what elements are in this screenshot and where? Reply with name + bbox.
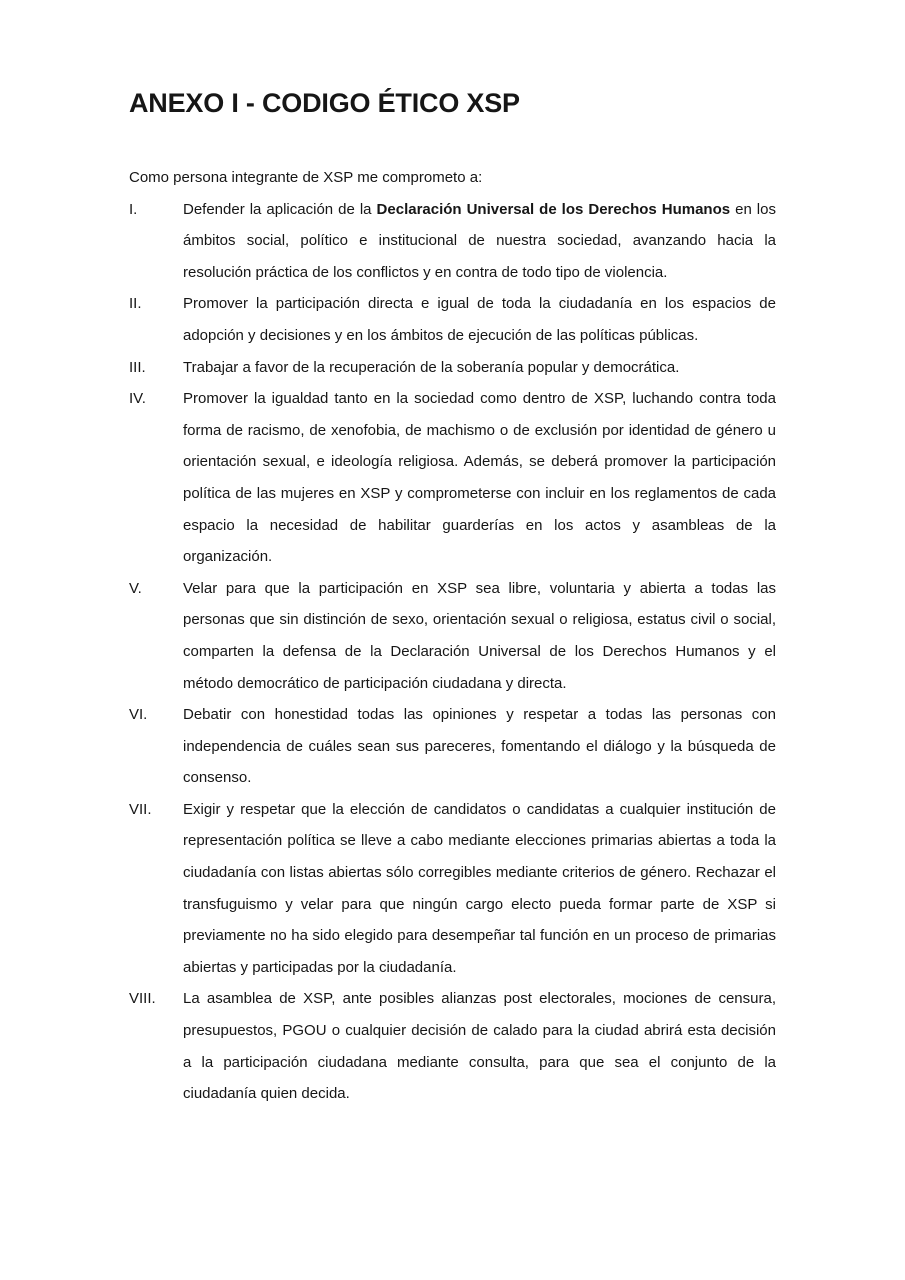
item-numeral: VIII. xyxy=(129,990,156,1008)
item-text xyxy=(183,573,776,699)
text-segment: La asamblea de XSP, ante posibles alianzas post electorales, mociones de censura, presupuestos, PGOU o cualquier decisión de calado para la ciudad abrirá esta decisión a la participación ciudadana mediante consulta, para que sea el conjunto de la ciudadanía quien decida. xyxy=(183,990,776,1103)
list-item-vi xyxy=(129,699,776,794)
list-item-v xyxy=(129,573,776,699)
page-title: ANEXO I - CODIGO ÉTICO XSP xyxy=(129,88,520,118)
text-segment: Trabajar a favor de la recuperación de la soberanía popular y democrática. xyxy=(183,358,680,376)
intro-paragraph: Como persona integrante de XSP me comprometo a: xyxy=(129,169,483,186)
list-item-iii xyxy=(129,352,776,384)
item-text xyxy=(183,352,776,384)
item-numeral: I. xyxy=(129,200,138,218)
item-numeral: VI. xyxy=(129,706,148,724)
text-segment: en los ámbitos social, político e institucional de nuestra sociedad, avanzando hacia la resolución práctica de los conflictos y en contra de todo tipo de violencia. xyxy=(183,200,776,281)
list-item-iv xyxy=(129,383,776,573)
item-numeral: II. xyxy=(129,295,142,313)
list-item-ii xyxy=(129,288,776,351)
text-segment: Promover la igualdad tanto en la sociedad como dentro de XSP, luchando contra toda forma de racismo, de xenofobia, de machismo o de exclusión por identidad de género u orientación sexual, e ideología religiosa. Además, se deberá promover la participación política de las mujeres en XSP y comprometerse con incluir en los reglamentos de cada espacio la necesidad de habilitar guarderías en los actos y asambleas de la organización. xyxy=(183,390,776,566)
list-item-viii xyxy=(129,983,776,1109)
list-item-vii xyxy=(129,794,776,984)
item-numeral: V. xyxy=(129,579,142,597)
text-segment: Defender la aplicación de la xyxy=(183,200,377,218)
item-text xyxy=(183,383,776,573)
text-segment: Velar para que la participación en XSP sea libre, voluntaria y abierta a todas las personas que sin distinción de sexo, orientación sexual o religiosa, estatus civil o social, comparten la defensa de la Declaración Universal de los Derechos Humanos y el método democrático de participación ciudadana y directa. xyxy=(183,579,776,692)
item-numeral: III. xyxy=(129,358,146,376)
ethics-list xyxy=(129,194,776,1110)
item-text xyxy=(183,794,776,984)
item-text xyxy=(183,983,776,1109)
item-text xyxy=(183,699,776,794)
item-text xyxy=(183,194,776,289)
bold-text-segment: Declaración Universal de los Derechos Humanos xyxy=(376,200,731,218)
list-item-i xyxy=(129,194,776,289)
item-numeral: IV. xyxy=(129,390,146,408)
text-segment: Debatir con honestidad todas las opiniones y respetar a todas las personas con independencia de cuáles sean sus pareceres, fomentando el diálogo y la búsqueda de consenso. xyxy=(183,706,776,787)
item-text xyxy=(183,288,776,351)
text-segment: Exigir y respetar que la elección de candidatos o candidatas a cualquier institución de representación política se lleve a cabo mediante elecciones primarias abiertas a toda la ciudadanía con listas abiertas sólo corregibles mediante criterios de género. Rechazar el transfuguismo y velar para que ningún cargo electo pueda formar parte de XSP si previamente no ha sido elegido para desempeñar tal función en un proceso de primarias abiertas y participadas por la ciudadanía. xyxy=(183,800,776,976)
text-segment: Promover la participación directa e igual de toda la ciudadanía en los espacios de adopción y decisiones y en los ámbitos de ejecución de las políticas públicas. xyxy=(183,295,776,344)
item-numeral: VII. xyxy=(129,800,152,818)
